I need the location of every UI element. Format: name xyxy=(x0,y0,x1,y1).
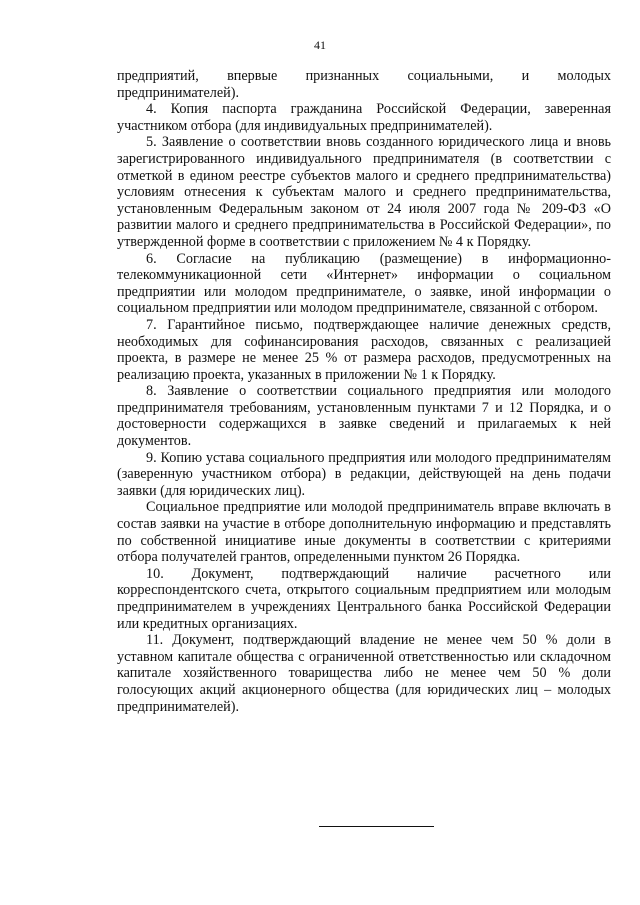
paragraph-item-4: 4. Копия паспорта гражданина Российской Федерации, заверенная участником отбора (для индивидуальных предпринимателей). xyxy=(117,101,611,134)
page-number: 41 xyxy=(314,38,326,52)
paragraph-additional-info: Социальное предприятие или молодой предприниматель вправе включать в состав заявки на участие в отборе дополнительную информацию и представлять по собственной инициативе иные документы в соответствии с критериями отбора получателей грантов, определенными пунктом 26 Порядка. xyxy=(117,499,611,566)
paragraph-item-11: 11. Документ, подтверждающий владение не менее чем 50 % доли в уставном капитале общества с ограниченной ответственностью или складочном капитале хозяйственного товарищества либо не менее чем 50 % доли голосующих акций акционерного общества (для юридических лиц – молодых предпринимателей). xyxy=(117,632,611,715)
paragraph-continuation: предприятий, впервые признанных социальными, и молодых предпринимателей). xyxy=(117,68,611,101)
paragraph-item-8: 8. Заявление о соответствии социального предприятия или молодого предпринимателя требованиям, установленным пунктами 7 и 12 Порядка, и о достоверности содержащихся в заявке сведений и прилагаемых к ней документов. xyxy=(117,383,611,450)
paragraph-item-9: 9. Копию устава социального предприятия или молодого предпринимателям (заверенную участником отбора) в редакции, действующей на день подачи заявки (для юридических лиц). xyxy=(117,449,611,499)
paragraph-item-10: 10. Документ, подтверждающий наличие расчетного или корреспондентского счета, открытого социальным предприятием или молодым предпринимателем в учреждениях Центрального банка Российской Федерации или кредитных организациях. xyxy=(117,565,611,632)
paragraph-item-5: 5. Заявление о соответствии вновь созданного юридического лица и вновь зарегистрированного индивидуального предпринимателя (в соответствии с отметкой в едином реестре субъектов малого и среднего предпринимательства) условиям отнесения к субъектам малого и среднего предпринимательства, установленным Федеральным законом от 24 июля 2007 года № 209-ФЗ «О развитии малого и среднего предпринимательства в Российской Федерации», по утвержденной форме в соответствии с приложением № 4 к Порядку. xyxy=(117,134,611,250)
paragraph-item-6: 6. Согласие на публикацию (размещение) в информационно-телекоммуникационной сети «Интернет» информации о социальном предприятии или молодом предпринимателе, о заявке, иной информации о социальном предприятии или молодом предпринимателе, связанной с отбором. xyxy=(117,250,611,317)
document-body xyxy=(117,68,611,715)
end-divider-line xyxy=(319,826,434,827)
paragraph-item-7: 7. Гарантийное письмо, подтверждающее наличие денежных средств, необходимых для софинансирования расходов, связанных с реализацией проекта, в размере не менее 25 % от размера расходов, предусмотренных на реализацию проекта, указанных в приложении № 1 к Порядку. xyxy=(117,316,611,383)
